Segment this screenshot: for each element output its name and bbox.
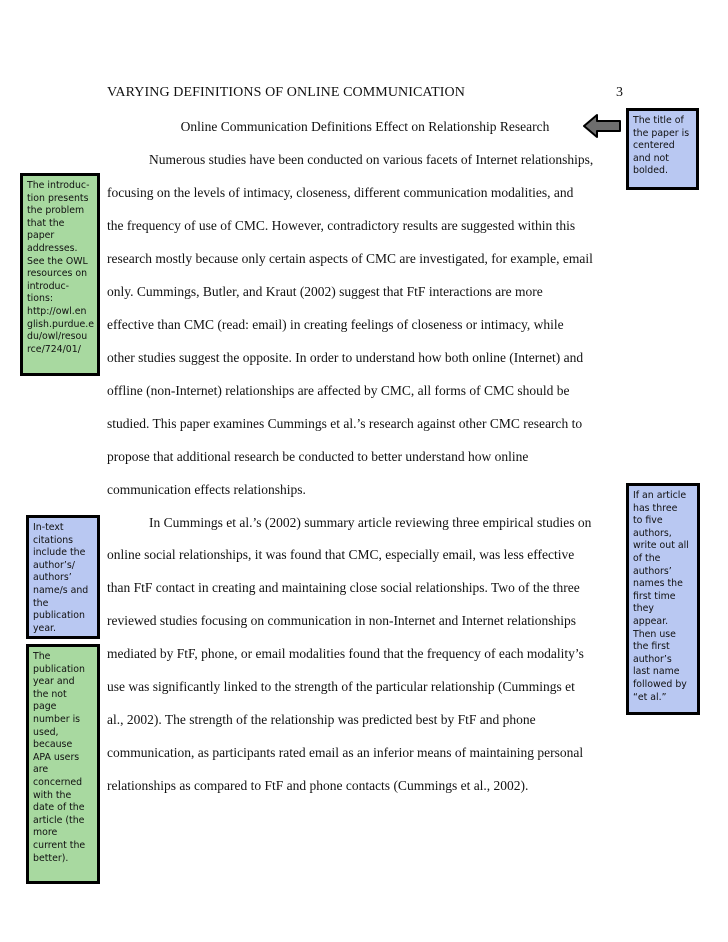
authors-note bbox=[626, 483, 700, 715]
body-line: offline (non-Internet) relationships are affected by CMC, all forms of CMC should be bbox=[107, 383, 570, 398]
body-line: use was significantly linked to the strength of the particular relationship (Cummings et bbox=[107, 679, 575, 694]
body-line: only. Cummings, Butler, and Kraut (2002) suggest that FtF interactions are more bbox=[107, 284, 543, 299]
title-note-text: The title of the paper is centered and not bolded. bbox=[633, 115, 690, 177]
body-line: communication effects relationships. bbox=[107, 482, 306, 497]
body-line: studied. This paper examines Cummings et al.’s research against other CMC research to bbox=[107, 416, 583, 431]
publication-year-note bbox=[26, 644, 100, 884]
authors-note-text: If an article has three to five authors, write out all of the authors’ names the first time they appear. Then use the first author’s last name followed by “et al.” bbox=[633, 490, 689, 703]
body-line: Numerous studies have been conducted on various facets of Internet relationships, bbox=[149, 152, 594, 167]
introduction-note bbox=[20, 173, 100, 376]
body-line: effective than CMC (read: email) in creating feelings of closeness or intimacy, while bbox=[107, 317, 564, 332]
body-line: propose that additional research be conducted to better understand how online bbox=[107, 449, 529, 464]
paper-title: Online Communication Definitions Effect on Relationship Research bbox=[180, 119, 550, 134]
running-header bbox=[107, 85, 623, 105]
left-arrow-icon bbox=[582, 113, 622, 139]
publication-year-note-text: The publication year and the not page number is used, because APA users are concerned with the date of the article (the more current the better). bbox=[33, 651, 86, 864]
body-line: other studies suggest the opposite. In order to understand how both online (Internet) and bbox=[107, 350, 584, 365]
introduction-note-text: The introduc- tion presents the problem that the paper addresses. See the OWL resources on introduc- tions: http://owl.en glish.purdue.e du/owl/resou rce/724/01/ bbox=[27, 180, 94, 355]
in-text-citation-note-text: In-text citations include the author’s/ authors’ name/s and the publication year. bbox=[33, 522, 89, 634]
in-text-citation-note bbox=[26, 515, 100, 639]
body-line: In Cummings et al.’s (2002) summary article reviewing three empirical studies on bbox=[149, 515, 592, 530]
body-line: than FtF contact in creating and maintaining close social relationships. Two of the three bbox=[107, 580, 580, 595]
title-note bbox=[626, 108, 699, 190]
body-line: online social relationships, it was found that CMC, especially email, was less effective bbox=[107, 547, 575, 562]
body-line: reviewed studies focusing on communication in non-Internet and Internet relationships bbox=[107, 613, 576, 628]
body-line: relationships as compared to FtF and phone contacts (Cummings et al., 2002). bbox=[107, 778, 529, 793]
running-head: VARYING DEFINITIONS OF ONLINE COMMUNICATION bbox=[107, 85, 465, 100]
body-line: the frequency of use of CMC. However, contradictory results are suggested within this bbox=[107, 218, 576, 233]
body-line: research mostly because only certain aspects of CMC are investigated, for example, email bbox=[107, 251, 593, 266]
page-number: 3 bbox=[616, 85, 623, 100]
body-line: mediated by FtF, phone, or email modalities found that the frequency of each modality’s bbox=[107, 646, 584, 661]
body-line: focusing on the levels of intimacy, closeness, different communication modalities, and bbox=[107, 185, 574, 200]
body-line: al., 2002). The strength of the relationship was predicted best by FtF and phone bbox=[107, 712, 536, 727]
body-line: communication, as participants rated email as an inferior means of maintaining personal bbox=[107, 745, 584, 760]
